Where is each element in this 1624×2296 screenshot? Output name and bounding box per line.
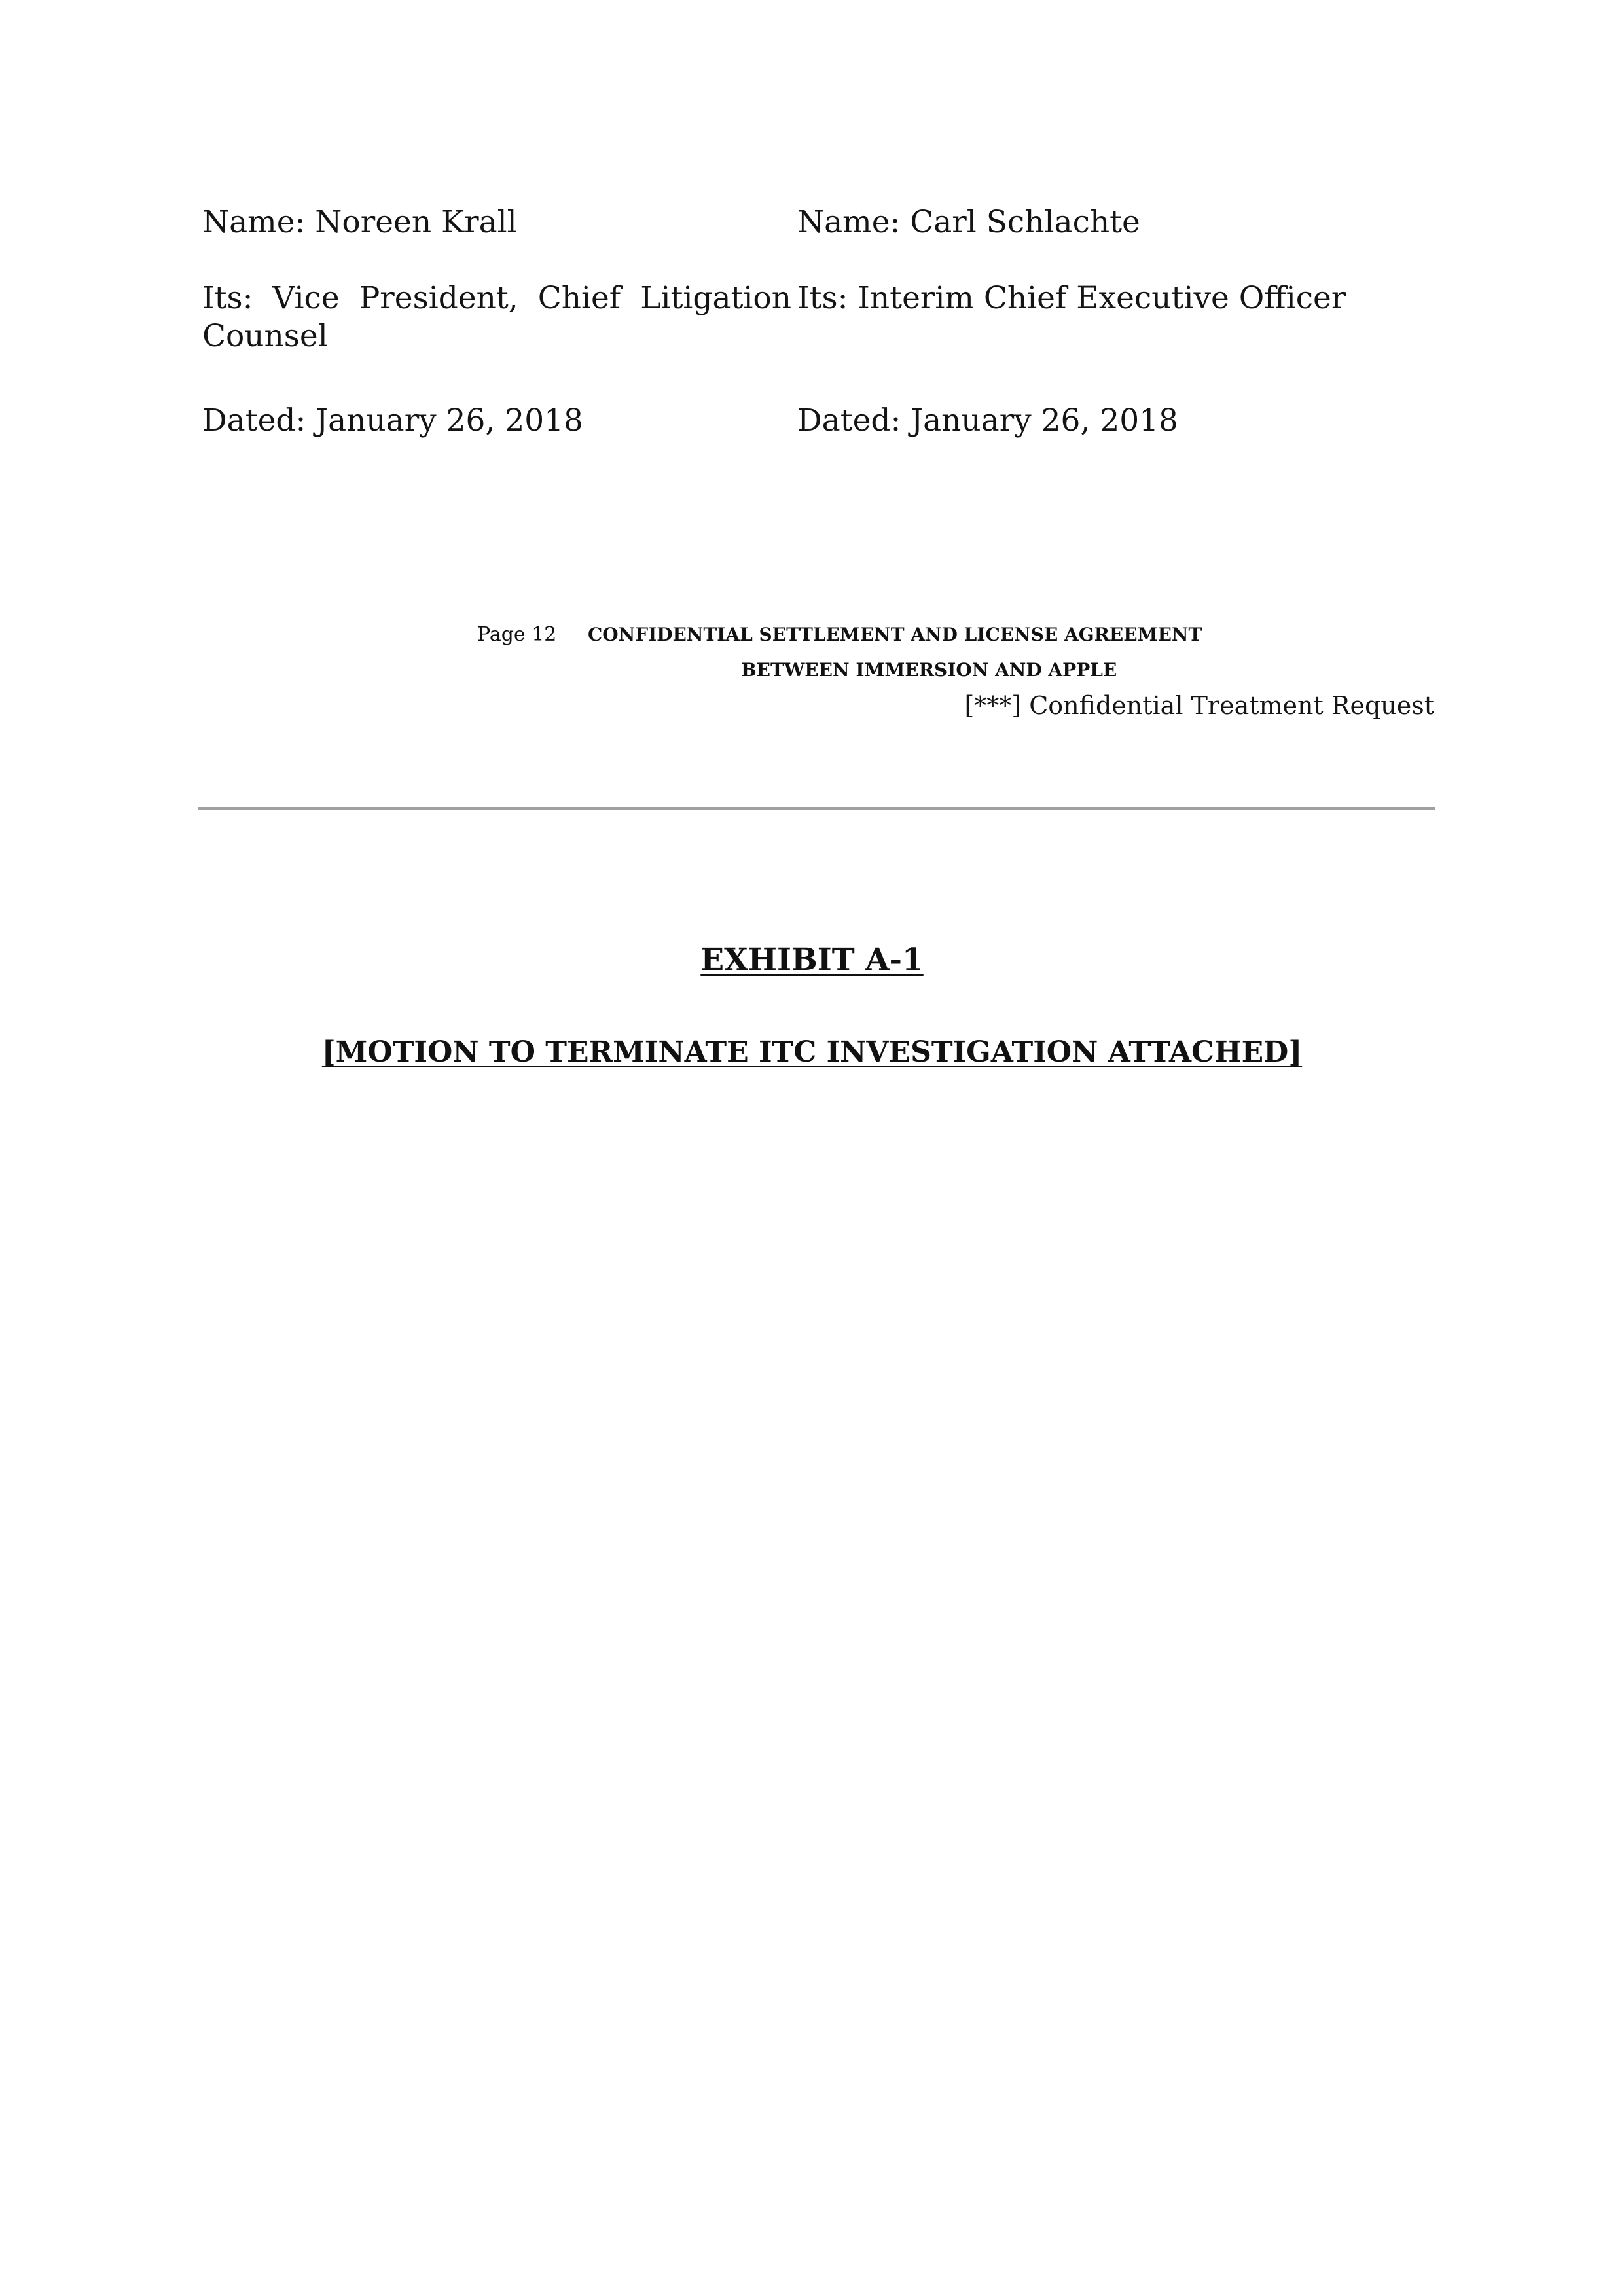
confidential-treatment-note: [***] Confidential Treatment Request	[964, 691, 1434, 720]
right-dated: Dated: January 26, 2018	[797, 403, 1178, 439]
footer-title-line1: CONFIDENTIAL SETTLEMENT AND LICENSE AGREEMENT	[588, 624, 1202, 645]
title-word: Litigation	[640, 280, 791, 316]
exhibit-title: EXHIBIT A-1	[700, 942, 924, 978]
page-divider	[198, 807, 1435, 810]
title-word: Vice	[272, 280, 340, 316]
left-signatory-name: Name: Noreen Krall	[202, 204, 517, 240]
left-dated: Dated: January 26, 2018	[202, 403, 583, 439]
right-signatory-name: Name: Carl Schlachte	[797, 204, 1140, 240]
page-number: Page 12	[477, 623, 557, 646]
footer-title-line2: BETWEEN IMMERSION AND APPLE	[741, 659, 1117, 681]
left-title-continuation: Counsel	[202, 318, 328, 354]
right-signatory-title: Its: Interim Chief Executive Officer	[797, 280, 1346, 316]
title-word: Its:	[202, 280, 253, 316]
left-title-line	[202, 279, 791, 317]
left-signatory-title	[202, 279, 791, 355]
title-word: Chief	[537, 280, 621, 316]
title-word: President,	[359, 280, 518, 316]
exhibit-subtitle: [MOTION TO TERMINATE ITC INVESTIGATION ATTACHED]	[321, 1035, 1303, 1069]
